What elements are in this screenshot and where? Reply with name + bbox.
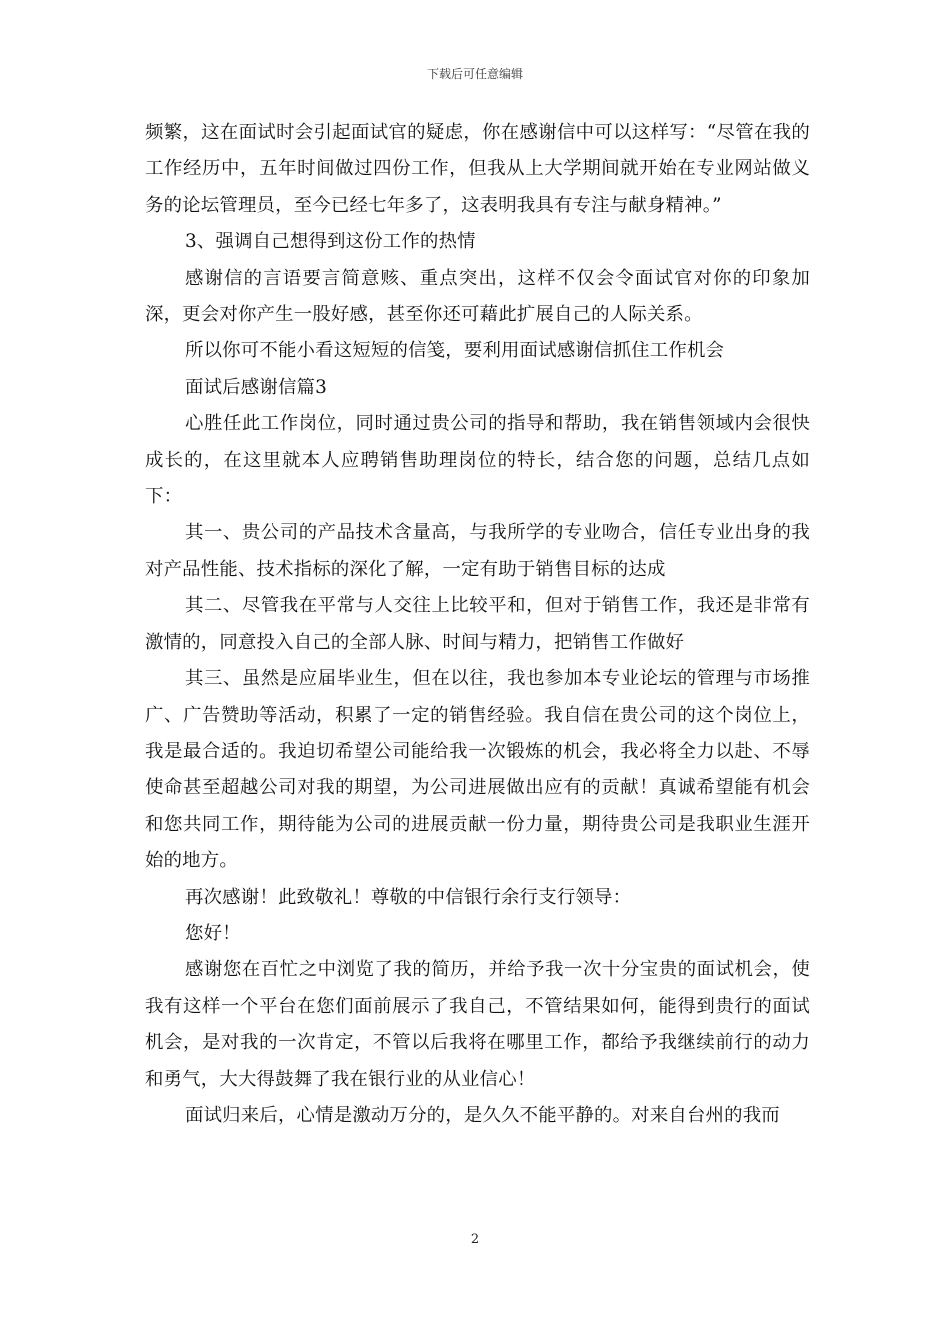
paragraph-3: 感谢信的言语要言简意赅、重点突出，这样不仅会令面试官对你的印象加深，更会对你产生一股好感，甚至你还可藉此扩展自己的人际关系。 [145, 267, 810, 326]
greeting: 您好！ [185, 922, 241, 944]
paragraph-7: 其一、贵公司的产品技术含量高，与我所学的专业吻合，信任专业出身的我对产品性能、技术指标的深化了解，一定有助于销售目标的达成 [145, 522, 810, 580]
paragraph-1: 频繁，这在面试时会引起面试官的疑虑，你在感谢信中可以这样写：“尽管在我的工作经历中，五年时间做过四份工作，但我从上大学期间就开始在专业网站做义务的论坛管理员，至今已经七年多了，这表明我具有专注与献身精神。” [145, 122, 810, 216]
page-number: 2 [470, 1232, 480, 1247]
section-heading: 面试后感谢信篇3 [185, 376, 328, 398]
paragraph-9: 其三、虽然是应届毕业生，但在以往，我也参加本专业论坛的管理与市场推广、广告赞助等活动，积累了一定的销售经验。我自信在贵公司的这个岗位上，我是最合适的。我迫切希望公司能给我一次锻炼的机会，我必将全力以赴、不辱使命甚至超越公司对我的期望，为公司进展做出应有的贡献！真诚希望能有机会和您共同工作，期待能为公司的进展贡献一份力量，期待贵公司是我职业生涯开始的地方。 [145, 668, 810, 872]
paragraph-2: 3、强调自己想得到这份工作的热情 [185, 231, 476, 253]
paragraph-6: 心胜任此工作岗位，同时通过贵公司的指导和帮助，我在销售领域内会很快成长的，在这里就本人应聘销售助理岗位的特长，结合您的问题，总结几点如下： [145, 413, 810, 508]
paragraph-13: 面试归来后，心情是激动万分的，是久久不能平静的。对来自台州的我而 [185, 1104, 780, 1126]
document-body [145, 115, 810, 1134]
paragraph-8: 其二、尽管我在平常与人交往上比较平和，但对于销售工作，我还是非常有激情的，同意投入自己的全部人脉、时间与精力，把销售工作做好 [145, 595, 810, 653]
paragraph-10: 再次感谢！此致敬礼！尊敬的中信银行余行支行领导： [185, 886, 632, 908]
page-header: 下载后可任意编辑 [426, 67, 523, 81]
paragraph-12: 感谢您在百忙之中浏览了我的简历，并给予我一次十分宝贵的面试机会，使我有这样一个平台在您们面前展示了我自己，不管结果如何，能得到贵行的面试机会，是对我的一次肯定，不管以后我将在哪里工作，都给予我继续前行的动力和勇气，大大得鼓舞了我在银行业的从业信心！ [145, 959, 810, 1090]
paragraph-4: 所以你可不能小看这短短的信笺，要利用面试感谢信抓住工作机会 [185, 340, 725, 362]
